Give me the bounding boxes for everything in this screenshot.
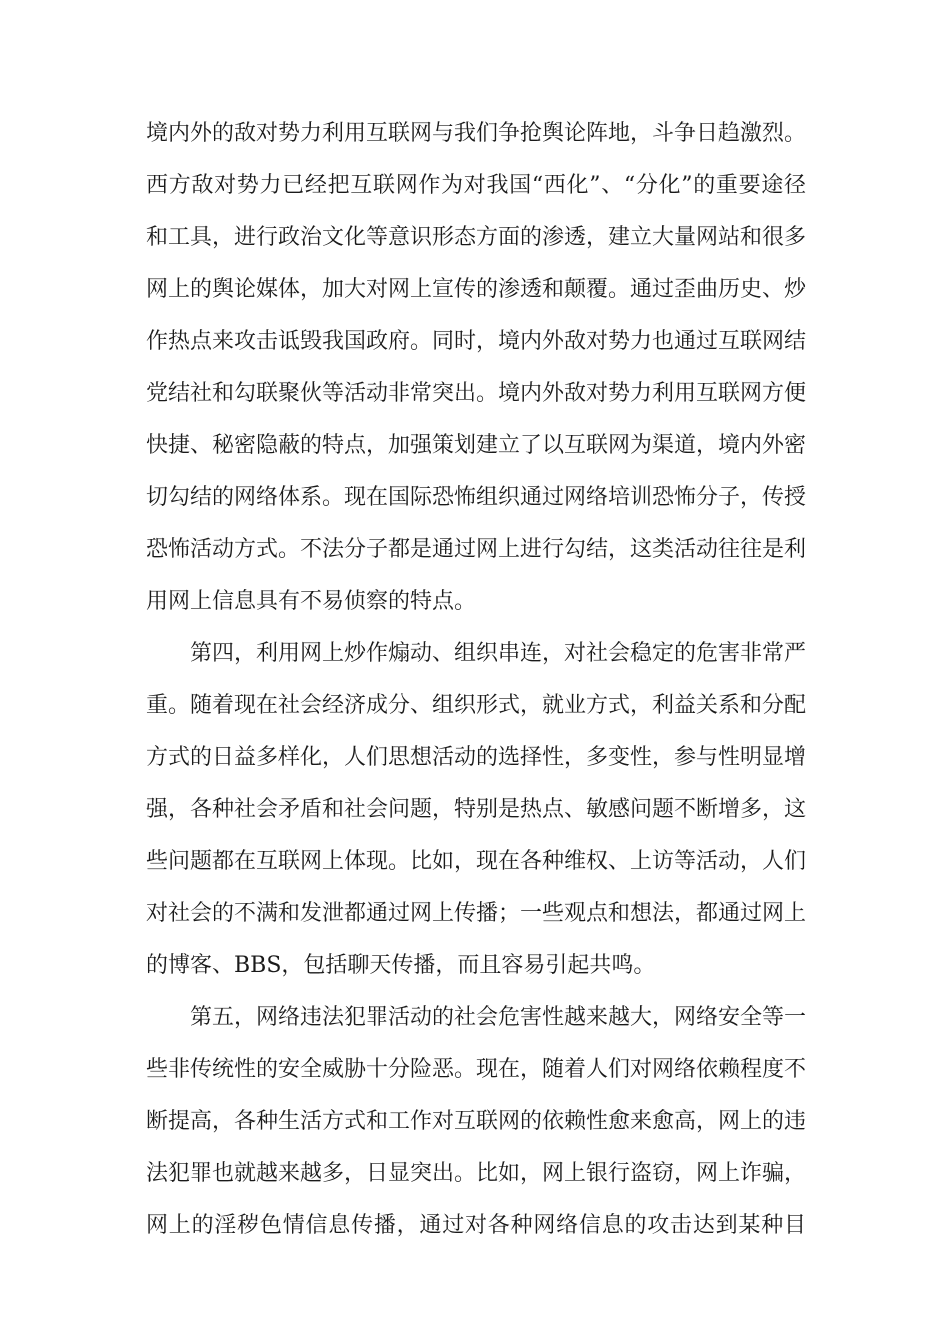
paragraph-1-line-2: 西方敌对势力已经把互联网作为对我国“西化”、“分化”的重要途径 <box>146 173 806 198</box>
paragraph-1-line-4: 网上的舆论媒体，加大对网上宣传的渗透和颠覆。通过歪曲历史、炒 <box>146 277 807 302</box>
paragraph-3-line-4: 法犯罪也就越来越多，日显突出。比如，网上银行盗窃，网上诈骗， <box>146 1161 807 1186</box>
paragraph-1-line-10: 用网上信息具有不易侦察的特点。 <box>146 589 477 614</box>
paragraph-2-line-2: 重。随着现在社会经济成分、组织形式，就业方式，利益关系和分配 <box>146 693 807 718</box>
paragraph-1-line-7: 快捷、秘密隐蔽的特点，加强策划建立了以互联网为渠道，境内外密 <box>146 433 807 458</box>
paragraph-1-line-1: 境内外的敌对势力利用互联网与我们争抢舆论阵地，斗争日趋激烈。 <box>146 121 807 146</box>
paragraph-3-line-5: 网上的淫秽色情信息传播，通过对各种网络信息的攻击达到某种目 <box>146 1213 806 1238</box>
paragraph-2-line-4: 强，各种社会矛盾和社会问题，特别是热点、敏感问题不断增多，这 <box>146 797 807 822</box>
paragraph-1-line-3: 和工具，进行政治文化等意识形态方面的渗透，建立大量网站和很多 <box>146 225 807 250</box>
paragraph-3-line-2: 些非传统性的安全威胁十分险恶。现在，随着人们对网络依赖程度不 <box>146 1057 807 1082</box>
paragraph-2-line-1: 第四，利用网上炒作煽动、组织串连，对社会稳定的危害非常严 <box>190 641 807 666</box>
paragraph-1-line-8: 切勾结的网络体系。现在国际恐怖组织通过网络培训恐怖分子，传授 <box>146 485 807 510</box>
paragraph-3-line-1: 第五，网络违法犯罪活动的社会危害性越来越大，网络安全等一 <box>190 1005 807 1030</box>
paragraph-3-line-3: 断提高，各种生活方式和工作对互联网的依赖性愈来愈高，网上的违 <box>146 1109 807 1134</box>
paragraph-2-line-3: 方式的日益多样化，人们思想活动的选择性，多变性，参与性明显增 <box>146 745 807 770</box>
paragraph-1-line-5: 作热点来攻击诋毁我国政府。同时，境内外敌对势力也通过互联网结 <box>146 329 807 354</box>
paragraph-2-line-5: 些问题都在互联网上体现。比如，现在各种维权、上访等活动，人们 <box>146 849 807 874</box>
paragraph-2-line-7: 的博客、BBS，包括聊天传播，而且容易引起共鸣。 <box>146 953 656 978</box>
paragraph-2-line-6: 对社会的不满和发泄都通过网上传播；一些观点和想法，都通过网上 <box>146 901 807 926</box>
paragraph-1-line-9: 恐怖活动方式。不法分子都是通过网上进行勾结，这类活动往往是利 <box>146 537 807 562</box>
paragraph-1-line-6: 党结社和勾联聚伙等活动非常突出。境内外敌对势力利用互联网方便 <box>146 381 807 406</box>
